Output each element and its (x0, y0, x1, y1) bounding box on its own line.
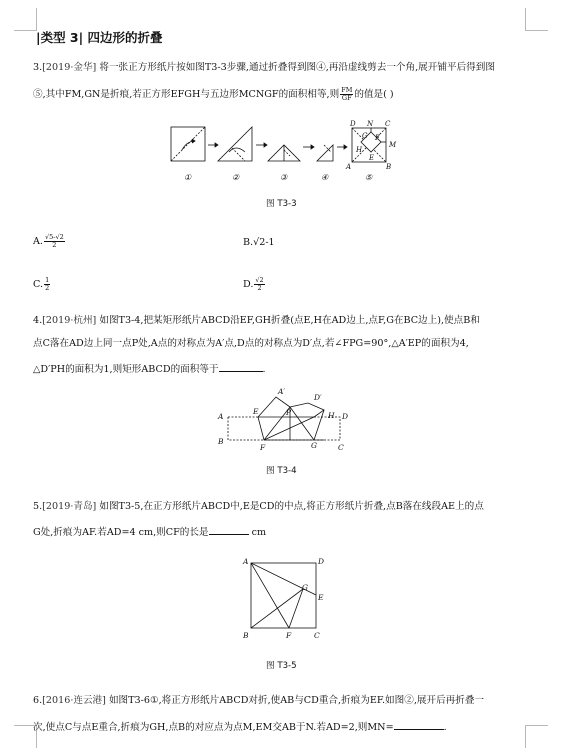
option-a-denominator: 2 (52, 241, 57, 249)
option-d-label: D. (243, 279, 254, 290)
q3-text2b: 的值是( ) (354, 89, 394, 100)
fig5b-label-g: G (302, 583, 308, 592)
fig4-label-f: F (260, 443, 266, 452)
q5-text1: 如图T3-5,在正方形纸片ABCD中,E是CD的中点,将正方形纸片折叠,点B落在线段AE上的点 (99, 501, 484, 512)
q3-option-b: B.√2-1 (243, 237, 275, 248)
fig4-label-a: A (218, 412, 224, 421)
q5-source: [2019·青岛] (42, 501, 97, 512)
fig4-label-g: G (311, 441, 317, 450)
step-label-4: ④ (321, 173, 329, 182)
option-a-numerator: √5-√2 (44, 233, 64, 241)
q4-text3: △D′PH的面积为1,则矩形ABCD的面积等于 (33, 364, 219, 375)
q5-number: 5. (33, 501, 43, 512)
fig5-label-g: G (362, 132, 368, 140)
step-label-5: ⑤ (365, 173, 373, 182)
q6-number: 6. (33, 695, 43, 706)
q4-text1: 如图T3-4,把某矩形纸片ABCD沿EF,GH折叠(点E,H在AD边上,点F,G在BC边上),使点B和 (99, 315, 480, 326)
fig5b-label-f: F (286, 631, 292, 640)
q5-unit: cm (251, 527, 267, 538)
fig4-label-b: B (218, 437, 224, 446)
q6-text2: 次,使点C与点E重合,折痕为GH,点B的对应点为点M,EM交AB于N.若AD=2,则MN= (33, 722, 394, 733)
q4-line2: 点C落在AD边上同一点P处,A点的对称点为A′点,D点的对称点为D′点,若∠FPG=90°,△A′EP的面积为4, (33, 338, 469, 349)
fig5b-label-c: C (314, 631, 320, 640)
fig5-label-f: F (375, 134, 380, 142)
q4-number: 4. (33, 315, 43, 326)
fig5-label-c: C (385, 120, 391, 128)
q6-source: [2016·连云港] (42, 695, 106, 706)
fig5-label-a: A (346, 163, 352, 171)
fig5b-label-a: A (243, 557, 249, 566)
q3-source: [2019·金华] (42, 62, 97, 73)
fig5b-label-b: B (243, 631, 249, 640)
fig4-label-h: H (328, 411, 335, 420)
q3-ratio-numerator: FM (341, 86, 353, 94)
fig4-label-d: D (342, 412, 349, 421)
step-label-1: ① (184, 173, 192, 182)
fig4-label-p: P (286, 408, 292, 417)
fig4-label-e: E (253, 407, 259, 416)
fig4-label-c: C (338, 443, 344, 452)
q6-answer-blank[interactable] (394, 719, 444, 730)
fig5-label-h: H (356, 146, 363, 154)
q6-text2-end: . (443, 722, 447, 733)
fig5-label-b: B (386, 163, 392, 171)
fig5-label-n: N (367, 120, 374, 128)
fig5-label-m: M (389, 141, 397, 149)
caption-t3-3: 图 T3-3 (266, 199, 297, 209)
q6-text1: 如图T3-6①,将正方形纸片ABCD对折,使AB与CD重合,折痕为EF.如图②,展开后再折叠一 (108, 695, 485, 706)
q6-line2 (33, 719, 447, 735)
q3-text1: 将一张正方形纸片按如图T3-3步骤,通过折叠得到图④,再沿虚线剪去一个角,展开铺平后得到图 (99, 62, 495, 73)
caption-t3-5: 图 T3-5 (266, 661, 297, 671)
fig5-label-e: E (369, 154, 375, 162)
option-d-denominator: 2 (257, 284, 262, 292)
step-label-2: ② (232, 173, 240, 182)
q3-text2a: ⑤,其中FM,GN是折痕,若正方形EFGH与五边形MCNGF的面积相等,则 (33, 89, 340, 100)
q4-source: [2019·杭州] (42, 315, 97, 326)
option-c-label: C. (33, 279, 44, 290)
fig5b-label-d: D (318, 557, 325, 566)
q3-number: 3. (33, 62, 43, 73)
step-label-3: ③ (280, 173, 288, 182)
q4-text3-end: . (262, 364, 266, 375)
option-d-numerator: √2 (255, 276, 264, 284)
q5-text2: G处,折痕为AF.若AD=4 cm,则CF的长是 (33, 527, 209, 538)
fig5b-label-e: E (318, 593, 324, 602)
q3-ratio-denominator: GF (341, 94, 352, 102)
fig4-label-d-prime: D′ (314, 393, 322, 402)
q6-line1 (33, 694, 484, 708)
fig5-label-d: D (350, 120, 356, 128)
section-title: |类型 3| 四边形的折叠 (36, 30, 163, 45)
option-c-denominator: 2 (45, 284, 50, 292)
caption-t3-4: 图 T3-4 (266, 466, 297, 476)
option-a-label: A. (33, 236, 43, 247)
fig4-label-a-prime: A′ (278, 387, 286, 396)
option-c-numerator: 1 (45, 276, 50, 284)
